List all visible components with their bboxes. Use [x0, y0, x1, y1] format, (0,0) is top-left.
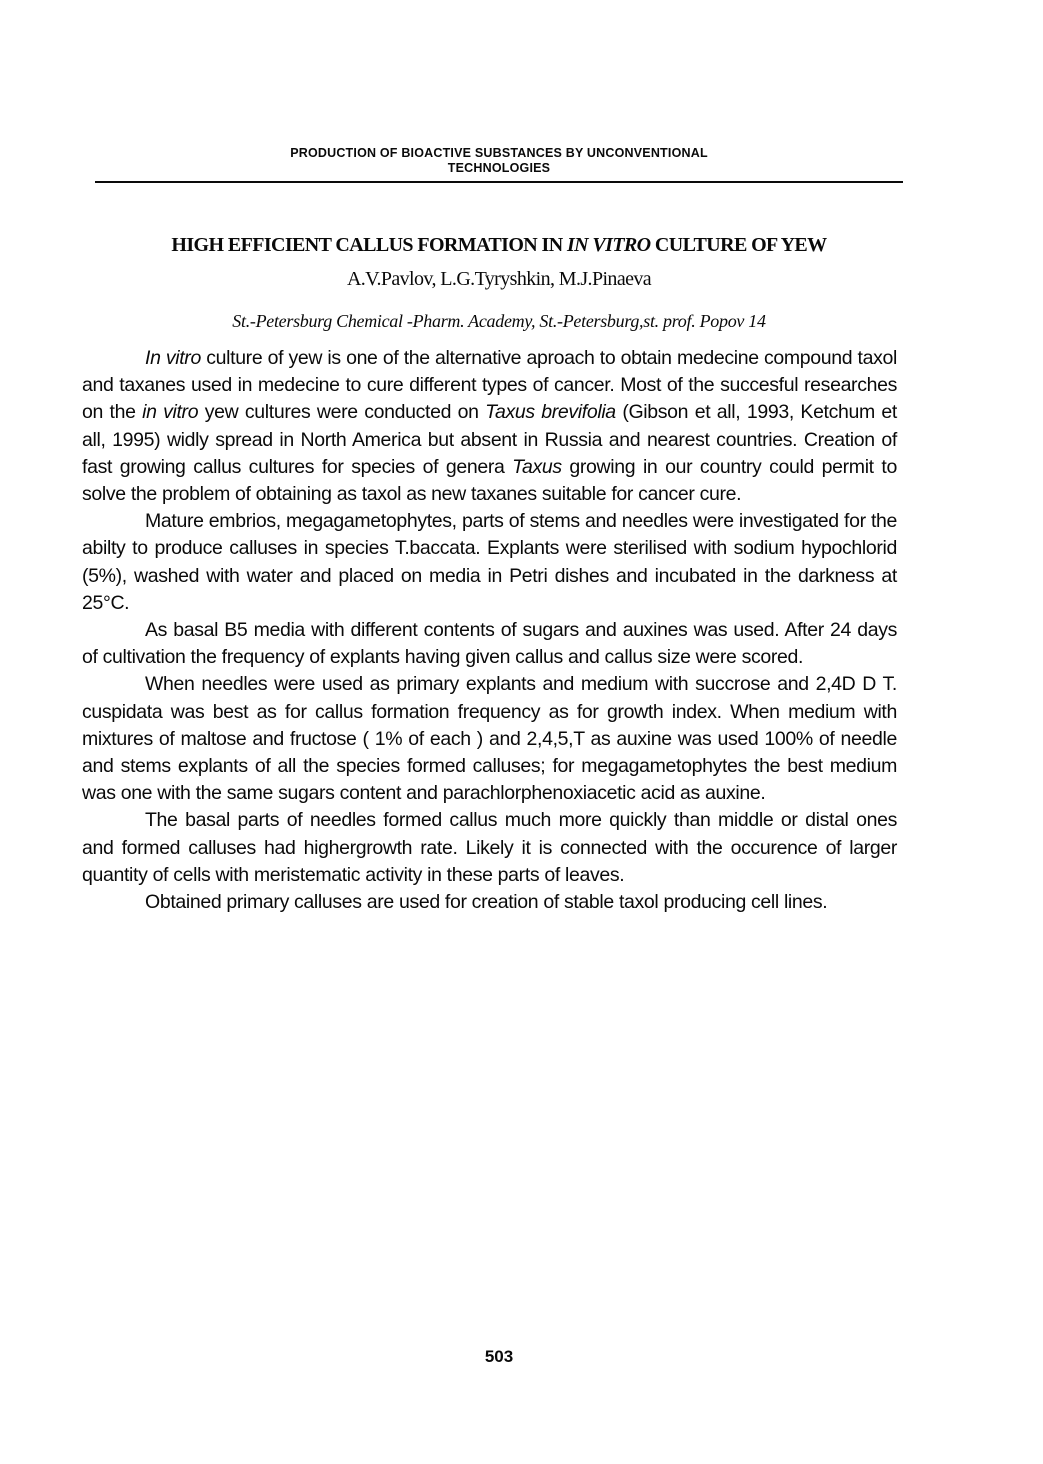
p1-text-3: (Gibson et all, 1993, Ketchum et all, 1995) widly spread in North America but absent in Russia and nearest countries. Creation of fast growing callus cultures for species of genera — [82, 401, 897, 478]
paragraph-1 — [82, 345, 897, 508]
p1-text-1: culture of yew is one of the alternative aproach to obtain medecine compound taxol and taxanes used in medecine to cure different types of cancer. Most of the succesful researches on the — [82, 347, 897, 424]
article-body — [82, 345, 897, 916]
article-title — [95, 232, 903, 258]
paragraph-5: The basal parts of needles formed callus much more quickly than middle or distal ones and formed calluses had highergrowth rate. Likely it is connected with the occurence of larger quantity of cells with meristematic activity in these parts of leaves. — [82, 809, 897, 886]
header-rule — [95, 181, 903, 183]
paragraph-3: As basal B5 media with different contents of sugars and auxines was used. After 24 days of cultivation the frequency of explants having given callus and callus size were scored. — [82, 619, 897, 669]
paragraph-2: Mature embrios, megagametophytes, parts of stems and needles were investigated for the abilty to produce calluses in species T.baccata. Explants were sterilised with sodium hypochlorid (5%), washed with water and placed on media in Petri dishes and incubated in the darkness at 25°C. — [82, 510, 897, 614]
p1-italic-2: in vitro — [142, 401, 199, 424]
title-part-2: CULTURE OF YEW — [650, 234, 827, 256]
p1-text-4: growing in our country could permit to solve the problem of obtaining as taxol as new taxanes suitable for cancer cure. — [82, 455, 897, 506]
running-header — [95, 146, 903, 176]
p1-text-2: yew cultures were conducted on — [198, 401, 486, 424]
affiliation: St.-Petersburg Chemical -Pharm. Academy, St.-Petersburg,st. prof. Popov 14 — [232, 311, 766, 331]
page-number: 503 — [484, 1347, 514, 1366]
p1-italic-1: In vitro — [145, 347, 201, 369]
paragraph-4: When needles were used as primary explants and medium with succrose and 2,4D D T. cuspidata was best as for callus formation frequency as for growth index. When medium with mixtures of maltose and fructose ( 1% of each ) and 2,4,5,T as auxine was used 100% of needle and stems explants of all the species formed calluses; for megagametophytes the best medium was one with the same sugars content and parachlorphenoxiacetic acid as auxine. — [82, 673, 897, 805]
running-header-line-2: TECHNOLOGIES — [447, 161, 551, 175]
title-part-1: HIGH EFFICIENT CALLUS FORMATION IN — [171, 234, 567, 256]
p1-italic-4: Taxus — [512, 455, 562, 478]
title-italic: IN VITRO — [566, 234, 651, 256]
p1-italic-3: Taxus brevifolia — [485, 401, 616, 424]
running-header-line-1: PRODUCTION OF BIOACTIVE SUBSTANCES BY UNCONVENTIONAL — [290, 146, 708, 160]
authors: A.V.Pavlov, L.G.Tyryshkin, M.J.Pinaeva — [346, 268, 652, 290]
paragraph-6: Obtained primary calluses are used for creation of stable taxol producing cell lines. — [145, 891, 828, 914]
